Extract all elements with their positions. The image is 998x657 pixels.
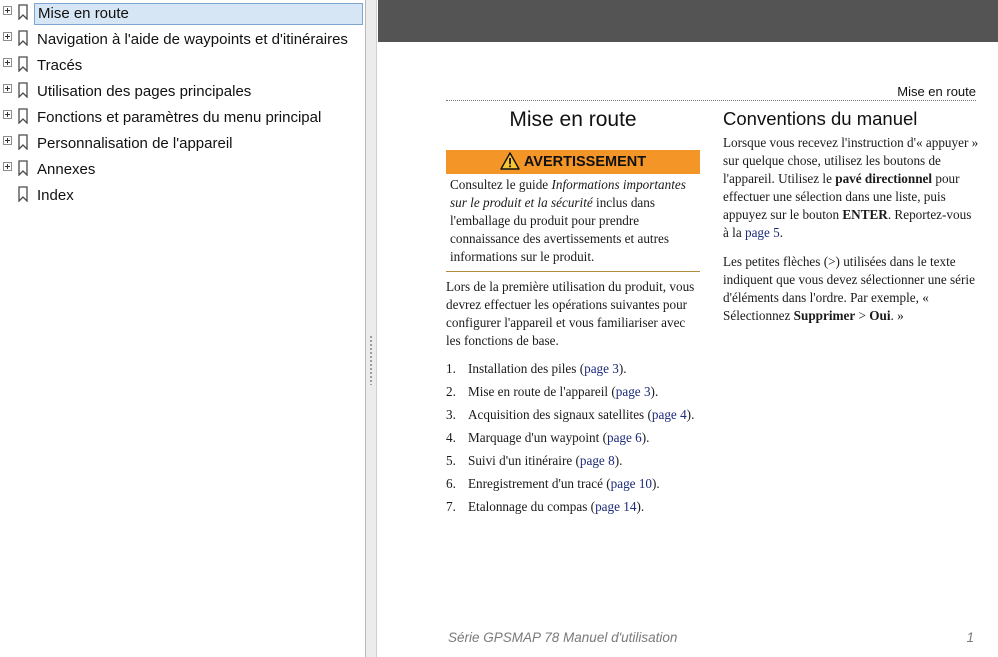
bookmark-icon — [17, 4, 29, 20]
list-item — [446, 475, 700, 493]
step-text: Etalonnage du compas ( — [468, 499, 596, 514]
step-text: Installation des piles ( — [468, 361, 585, 376]
bookmark-mise-en-route[interactable] — [0, 2, 364, 26]
panel-splitter[interactable] — [366, 0, 377, 657]
text-run: . — [779, 225, 784, 240]
page-link[interactable]: page 6 — [606, 430, 642, 445]
intro-paragraph: Lors de la première utilisation du produit, vous devrez effectuer les opérations suivantes pour configurer l'appareil et vous familiariser avec les fonctions de base. — [446, 279, 695, 348]
left-column — [446, 106, 700, 521]
step-end: ). — [652, 476, 660, 491]
bold-run: Supprimer — [793, 308, 856, 323]
conventions-paragraph-1 — [723, 134, 979, 242]
bookmark-navigation[interactable] — [0, 28, 364, 52]
step-end: ). — [636, 499, 645, 514]
warning-banner — [446, 150, 700, 174]
bookmark-label: Annexes — [37, 161, 96, 178]
steps-list — [446, 360, 700, 516]
step-text: Suivi d'un itinéraire ( — [468, 453, 580, 468]
step-number: 6. — [446, 476, 456, 491]
bookmark-label: Mise en route — [34, 3, 363, 25]
step-end: ). — [618, 361, 627, 376]
step-end: ). — [650, 384, 659, 399]
bookmark-index[interactable] — [0, 184, 364, 208]
step-end: ). — [686, 407, 695, 422]
right-column — [723, 106, 979, 336]
page-link[interactable]: page 3 — [584, 361, 619, 376]
text-run: . » — [890, 308, 904, 323]
step-number: 5. — [446, 453, 456, 468]
page-link[interactable]: page 4 — [651, 407, 687, 422]
list-item — [446, 452, 700, 470]
footer-title: Série GPSMAP 78 Manuel d'utilisation — [448, 630, 678, 645]
bookmark-icon — [17, 160, 29, 176]
bookmark-label: Tracés — [37, 57, 83, 74]
splitter-grip-icon[interactable] — [369, 335, 373, 385]
list-item — [446, 406, 700, 424]
step-number: 4. — [446, 430, 456, 445]
page-link[interactable]: page 8 — [579, 453, 615, 468]
bookmark-pages-principales[interactable] — [0, 80, 364, 104]
expand-icon[interactable] — [3, 32, 12, 41]
bookmark-label: Utilisation des pages principales — [37, 83, 252, 100]
document-page — [378, 42, 998, 657]
bookmark-traces[interactable] — [0, 54, 364, 78]
bookmark-icon — [17, 134, 29, 150]
section-title: Conventions du manuel — [723, 108, 918, 129]
document-viewer[interactable] — [378, 0, 998, 657]
warning-text — [446, 174, 700, 272]
bookmark-label: Navigation à l'aide de waypoints et d'itinéraires — [37, 31, 348, 48]
bookmark-label: Index — [37, 187, 74, 204]
conventions-paragraph-2 — [723, 253, 979, 325]
warning-triangle-icon — [500, 152, 520, 170]
step-number: 1. — [446, 361, 456, 376]
expand-icon[interactable] — [3, 136, 12, 145]
text-run: > — [855, 308, 870, 323]
bookmark-personnalisation[interactable] — [0, 132, 364, 156]
list-item — [446, 383, 700, 401]
page-link[interactable]: page 3 — [615, 384, 651, 399]
expand-icon[interactable] — [3, 6, 12, 15]
page-link[interactable]: page 5 — [744, 225, 780, 240]
page-title: Mise en route — [509, 108, 637, 131]
bookmark-label: Personnalisation de l'appareil — [37, 135, 233, 152]
bold-run: Oui — [869, 308, 891, 323]
text-run: Les petites flèches (>) utilisées dans le texte indiquent que vous devez sélectionner une série d'éléments dans l'ordre. Par exemple, « Sélectionnez — [723, 254, 975, 323]
step-number: 3. — [446, 407, 456, 422]
step-number: 2. — [446, 384, 456, 399]
step-text: Mise en route de l'appareil ( — [468, 384, 616, 399]
step-text: Marquage d'un waypoint ( — [468, 430, 607, 445]
bookmark-icon — [17, 56, 29, 72]
page-link[interactable]: page 14 — [595, 499, 637, 514]
list-item — [446, 429, 700, 447]
bookmark-annexes[interactable] — [0, 158, 364, 182]
expand-icon[interactable] — [3, 110, 12, 119]
warning-label: AVERTISSEMENT — [523, 154, 647, 170]
step-end: ). — [614, 453, 623, 468]
step-number: 7. — [446, 499, 456, 514]
running-header: Mise en route — [897, 84, 976, 99]
text-run: pour effectuer une sélection dans une liste, puis appuyez sur le bouton — [723, 171, 960, 222]
bookmark-icon — [17, 30, 29, 46]
warning-text-italic: Informations importantes sur le produit et la sécurité — [450, 177, 686, 210]
warning-text-2: inclus dans l'emballage du produit pour prendre connaissance des avertissements et autres informations sur le produit. — [450, 195, 669, 264]
page-link[interactable]: page 10 — [610, 476, 653, 491]
text-run: . Reportez-vous à la — [723, 207, 972, 240]
page-number: 1 — [966, 630, 974, 645]
bookmark-icon — [17, 108, 29, 124]
bookmarks-panel — [0, 0, 366, 657]
expand-icon[interactable] — [3, 84, 12, 93]
bookmark-menu-principal[interactable] — [0, 106, 364, 130]
bookmark-icon — [17, 186, 29, 202]
list-item — [446, 498, 700, 516]
warning-text-1: Consultez le guide — [450, 177, 552, 192]
list-item — [446, 360, 700, 378]
bookmark-label: Fonctions et paramètres du menu principal — [37, 109, 322, 126]
expand-icon[interactable] — [3, 162, 12, 171]
bold-run: ENTER — [842, 207, 888, 222]
expand-icon[interactable] — [3, 58, 12, 67]
step-text: Acquisition des signaux satellites ( — [468, 407, 652, 422]
text-run: Lorsque vous recevez l'instruction d'« appuyer » sur quelque chose, utilisez les boutons de l'appareil. Utilisez le — [723, 135, 979, 186]
step-text: Enregistrement d'un tracé ( — [468, 476, 611, 491]
bookmark-icon — [17, 82, 29, 98]
bold-run: pavé directionnel — [835, 171, 933, 186]
header-rule — [446, 100, 976, 101]
step-end: ). — [641, 430, 650, 445]
